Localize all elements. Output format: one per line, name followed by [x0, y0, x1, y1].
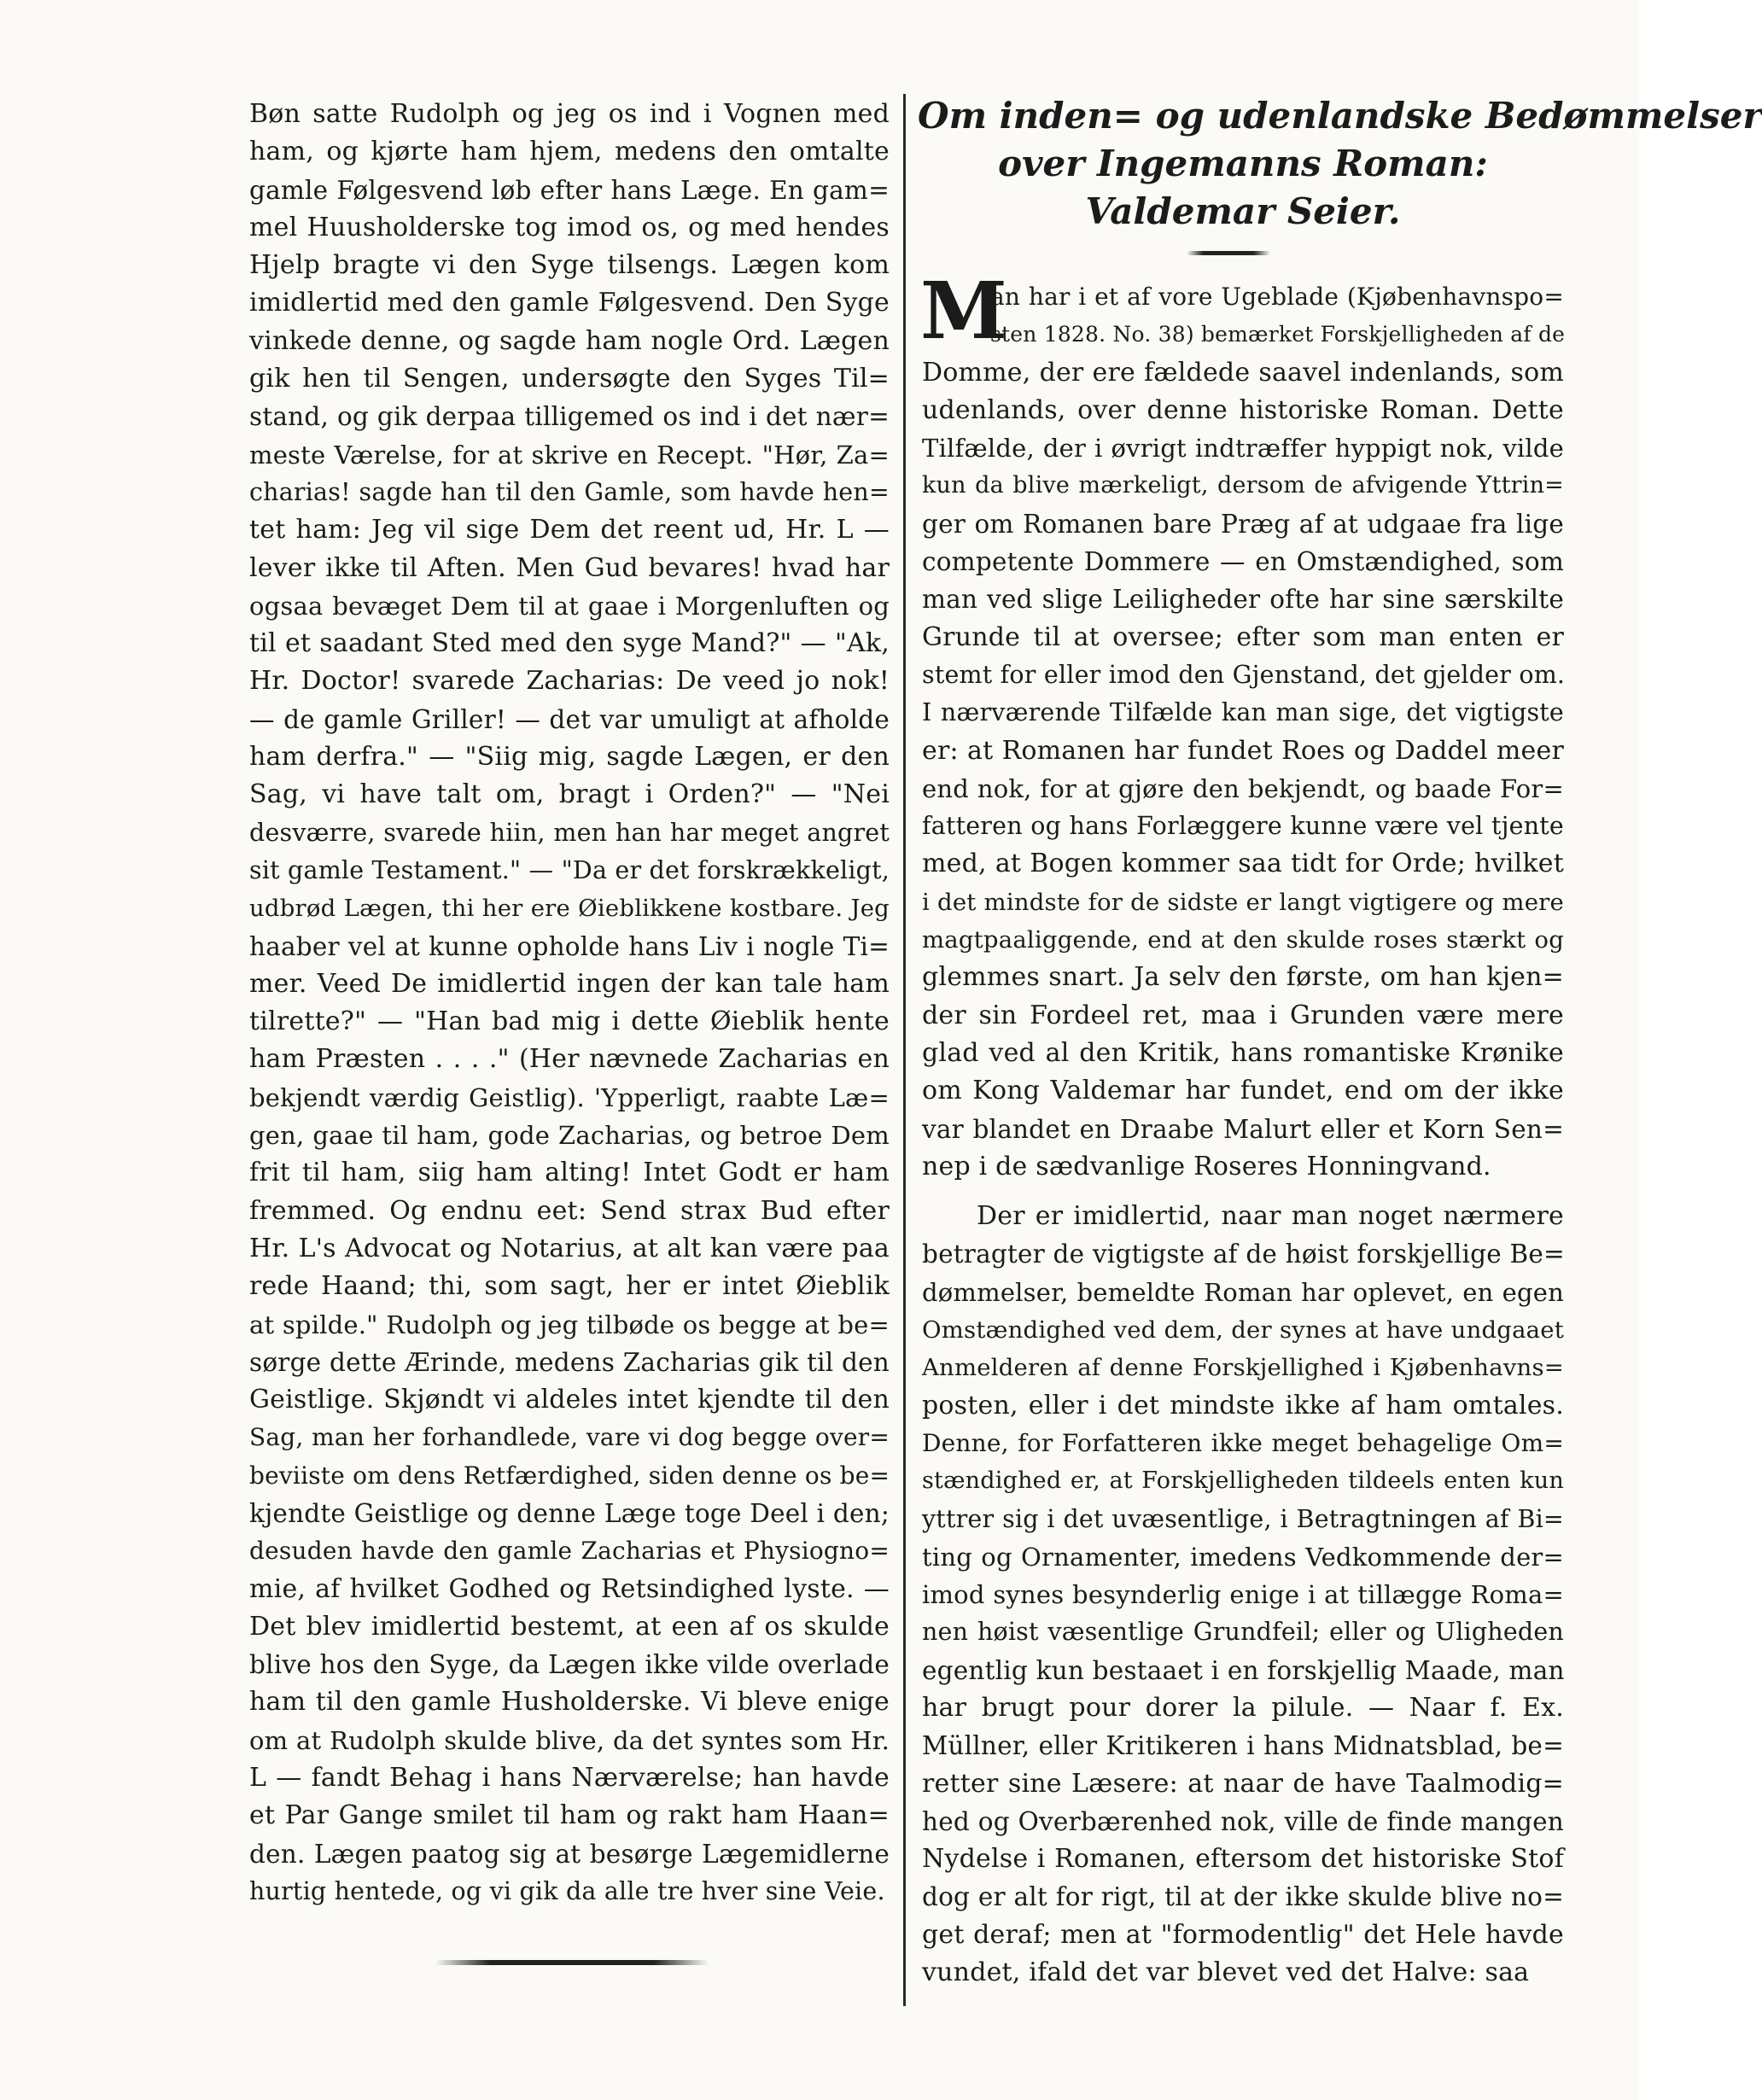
text-line: ham, og kjørte ham hjem, medens den omtalte	[249, 137, 890, 167]
text-line: gen, gaae til ham, gode Zacharias, og betroe Dem	[249, 1121, 890, 1151]
text-line: frit til ham, siig ham alting! Intet Godt er ham	[249, 1158, 890, 1188]
text-line: kun da blive mærkeligt, dersom de afvigende Yttrin=	[922, 472, 1564, 499]
text-line: Der er imidlertid, naar man noget nærmere	[977, 1201, 1564, 1232]
text-line: vinkede denne, og sagde ham nogle Ord. Lægen	[249, 325, 890, 356]
text-line: desværre, svarede hiin, men han har meget angret	[249, 818, 890, 847]
text-line: ger om Romanen bare Præg af at udgaae fra lige	[922, 509, 1564, 539]
text-line: ham derfra." — "Siig mig, sagde Lægen, er den	[249, 742, 890, 773]
text-line: sit gamle Testament." — "Da er det forskrækkeligt,	[249, 855, 890, 884]
text-line: et Par Gange smilet til ham og rakt ham Haan=	[249, 1800, 890, 1831]
text-line: Geistlige. Skjøndt vi aldeles intet kjendte til den	[249, 1385, 890, 1415]
text-line: udbrød Lægen, thi her ere Øieblikkene kostbare. Jeg	[249, 895, 890, 923]
text-line: er: at Romanen har fundet Roes og Daddel meer	[922, 735, 1564, 766]
text-line: i det mindste for de sidste er langt vigtigere og mere	[922, 888, 1564, 916]
title-line: Om inden= og udenlandske Bedømmelser	[918, 95, 1762, 137]
text-line: desuden havde den gamle Zacharias et Physiogno=	[249, 1537, 890, 1566]
text-line: ogsaa bevæget Dem til at gaae i Morgenluften og	[249, 591, 890, 621]
text-line: at spilde." Rudolph og jeg tilbøde os begge at be=	[249, 1310, 890, 1339]
text-line: der sin Fordeel ret, maa i Grunden være mere	[922, 1000, 1564, 1030]
text-line: ham til den gamle Husholderske. Vi bleve enige	[249, 1687, 890, 1718]
text-line: har brugt pour dorer la pilule. — Naar f. Ex.	[922, 1692, 1564, 1723]
text-line: nen høist væsentlige Grundfeil; eller og Uligheden	[922, 1618, 1564, 1647]
text-line: an har i et af vore Ugeblade (Kjøbenhavnspo=	[990, 283, 1564, 311]
text-line: end nok, for at gjøre den bekjendt, og baade For=	[922, 773, 1564, 803]
text-line: L — fandt Behag i hans Nærværelse; han havde	[249, 1763, 890, 1794]
right-column-body	[922, 278, 1564, 1992]
text-line: beviiste om dens Retfærdighed, siden denne os be=	[249, 1461, 890, 1490]
text-line: kjendte Geistlige og denne Læge toge Deel i den;	[249, 1498, 890, 1528]
text-line: udenlands, over denne historiske Roman. Dette	[922, 394, 1564, 425]
text-line: Tilfælde, der i øvrigt indtræffer hyppigt nok, vilde	[922, 434, 1564, 464]
text-line: stemt for eller imod den Gjenstand, det gjelder om.	[922, 660, 1566, 689]
text-line: imidlertid med den gamle Følgesvend. Den Syge	[249, 288, 890, 318]
text-line: vundet, ifald det var blevet ved det Halve: saa	[922, 1957, 1530, 1988]
text-line: Sag, man her forhandlede, vare vi dog begge over=	[249, 1423, 890, 1452]
title-line: Valdemar Seier.	[1085, 190, 1401, 232]
text-line: gik hen til Sengen, undersøgte den Syges Til=	[249, 364, 890, 394]
text-line: Grunde til at oversee; efter som man enten er	[922, 621, 1564, 652]
text-line: hurtig hentede, og vi gik da alle tre hver sine Veie.	[249, 1876, 885, 1905]
text-line: mel Huusholderske tog imod os, og med hendes	[249, 212, 890, 242]
drop-cap: M	[920, 265, 1007, 357]
text-line: Det blev imidlertid bestemt, at een af os skulde	[249, 1611, 890, 1642]
text-line: hed og Overbærenhed nok, ville de finde mangen	[922, 1806, 1564, 1836]
text-line: — de gamle Griller! — det var umuligt at afholde	[249, 704, 890, 734]
text-line: med, at Bogen kommer saa tidt for Orde; hvilket	[922, 849, 1564, 879]
text-line: Domme, der ere fældede saavel indenlands, som	[922, 357, 1564, 388]
text-line: Nydelse i Romanen, eftersom det historiske Stof	[922, 1844, 1564, 1875]
text-line: stand, og gik derpaa tilligemed os ind i det nær=	[249, 402, 890, 432]
text-line: bekjendt værdig Geistlig). 'Ypperligt, raabte Læ=	[249, 1082, 890, 1112]
article-title	[918, 92, 1762, 236]
text-line: rede Haand; thi, som sagt, her er intet Øieblik	[249, 1271, 890, 1302]
text-line: retter sine Læsere: at naar de have Taalmodig=	[922, 1768, 1564, 1799]
text-line: meste Værelse, for at skrive en Recept. "Hør, Za=	[249, 440, 890, 470]
title-ornament	[1187, 251, 1270, 255]
text-line: mer. Veed De imidlertid ingen der kan tale ham	[249, 968, 890, 999]
text-line: til et saadant Sted med den syge Mand?" — "Ak,	[249, 628, 890, 659]
text-line: Bøn satte Rudolph og jeg os ind i Vognen med	[249, 99, 890, 129]
text-line: tet ham: Jeg vil sige Dem det reent ud, Hr. L —	[249, 515, 890, 545]
text-line: Sag, vi have talt om, bragt i Orden?" — "Nei	[249, 779, 890, 810]
text-line: mie, af hvilket Godhed og Retsindighed lyste. —	[249, 1573, 890, 1604]
left-column	[249, 96, 890, 1910]
text-line: I nærværende Tilfælde kan man sige, det vigtigste	[922, 698, 1564, 727]
text-line: charias! sagde han til den Gamle, som havde hen=	[249, 477, 890, 506]
text-line: haaber vel at kunne opholde hans Liv i nogle Ti=	[249, 931, 890, 961]
text-line: dog er alt for rigt, til at der ikke skulde blive no=	[922, 1882, 1564, 1912]
text-line: tilrette?" — "Han bad mig i dette Øieblik hente	[249, 1006, 890, 1037]
text-line: Denne, for Forfatteren ikke meget behagelige Om=	[922, 1428, 1564, 1457]
text-line: Hr. L's Advocat og Notarius, at alt kan være paa	[249, 1233, 890, 1263]
paragraph	[922, 278, 1564, 1186]
text-line: betragter de vigtigste af de høist forskjellige Be=	[922, 1240, 1565, 1269]
text-line: posten, eller i det mindste ikke af ham omtales.	[922, 1390, 1564, 1420]
text-line: Hr. Doctor! svarede Zacharias: De veed jo nok!	[249, 666, 890, 697]
section-end-ornament	[435, 1960, 709, 1965]
text-line: magtpaaliggende, end at den skulde roses stærkt og	[922, 926, 1564, 954]
text-line: var blandet en Draabe Malurt eller et Korn Sen=	[922, 1114, 1564, 1144]
text-line: Anmelderen af denne Forskjellighed i Kjøbenhavns=	[922, 1354, 1564, 1382]
text-line: imod synes besynderlig enige i at tillægge Roma=	[922, 1580, 1564, 1610]
text-line: blive hos den Syge, da Lægen ikke vilde overlade	[249, 1650, 890, 1680]
text-line: get deraf; men at "formodentlig" det Hele havde	[922, 1919, 1564, 1950]
text-line: stændighed er, at Forskjelligheden tildeels enten kun	[922, 1467, 1564, 1495]
text-line: Hjelp bragte vi den Syge tilsengs. Lægen kom	[249, 250, 890, 281]
text-line: nep i de sædvanlige Roseres Honningvand.	[922, 1151, 1491, 1181]
text-line: dømmelser, bemeldte Roman har oplevet, en egen	[922, 1277, 1564, 1307]
text-line: sten 1828. No. 38) bemærket Forskjelligheden af de	[990, 322, 1566, 347]
text-line: yttrer sig i det uvæsentlige, i Betragtningen af Bi=	[922, 1504, 1564, 1533]
text-line: lever ikke til Aften. Men Gud bevares! hvad har	[249, 552, 890, 583]
text-line: fremmed. Og endnu eet: Send strax Bud efter	[249, 1195, 890, 1226]
text-line: den. Lægen paatog sig at besørge Lægemidlerne	[249, 1839, 890, 1869]
text-line: glemmes snart. Ja selv den første, om han kjen=	[922, 962, 1564, 993]
text-line: ham Præsten . . . ." (Her nævnede Zacharias en	[249, 1044, 890, 1075]
text-line: Müllner, eller Kritikeren i hans Midnatsblad, be=	[922, 1731, 1564, 1761]
text-line: man ved slige Leiligheder ofte har sine særskilte	[922, 585, 1564, 615]
text-line: fatteren og hans Forlæggere kunne være vel tjente	[922, 812, 1564, 841]
text-line: sørge dette Ærinde, medens Zacharias gik til den	[249, 1347, 890, 1377]
title-line: over Ingemanns Roman:	[998, 143, 1488, 184]
column-divider	[903, 94, 906, 2006]
text-line: competente Dommere — en Omstændighed, som	[922, 547, 1564, 577]
text-line: glad ved al den Kritik, hans romantiske Krønike	[922, 1037, 1564, 1068]
text-line: om at Rudolph skulde blive, da det syntes som Hr.	[249, 1725, 890, 1755]
text-line: ting og Ornamenter, imedens Vedkommende der=	[922, 1542, 1564, 1572]
text-line: egentlig kun bestaaet i en forskjellig Maade, man	[922, 1655, 1565, 1685]
text-line: gamle Følgesvend løb efter hans Læge. En gam=	[249, 175, 890, 205]
text-line: om Kong Valdemar har fundet, end om der ikke	[922, 1076, 1564, 1106]
paragraph	[922, 1198, 1564, 1992]
text-line: Omstændighed ved dem, der synes at have undgaaet	[922, 1316, 1564, 1345]
